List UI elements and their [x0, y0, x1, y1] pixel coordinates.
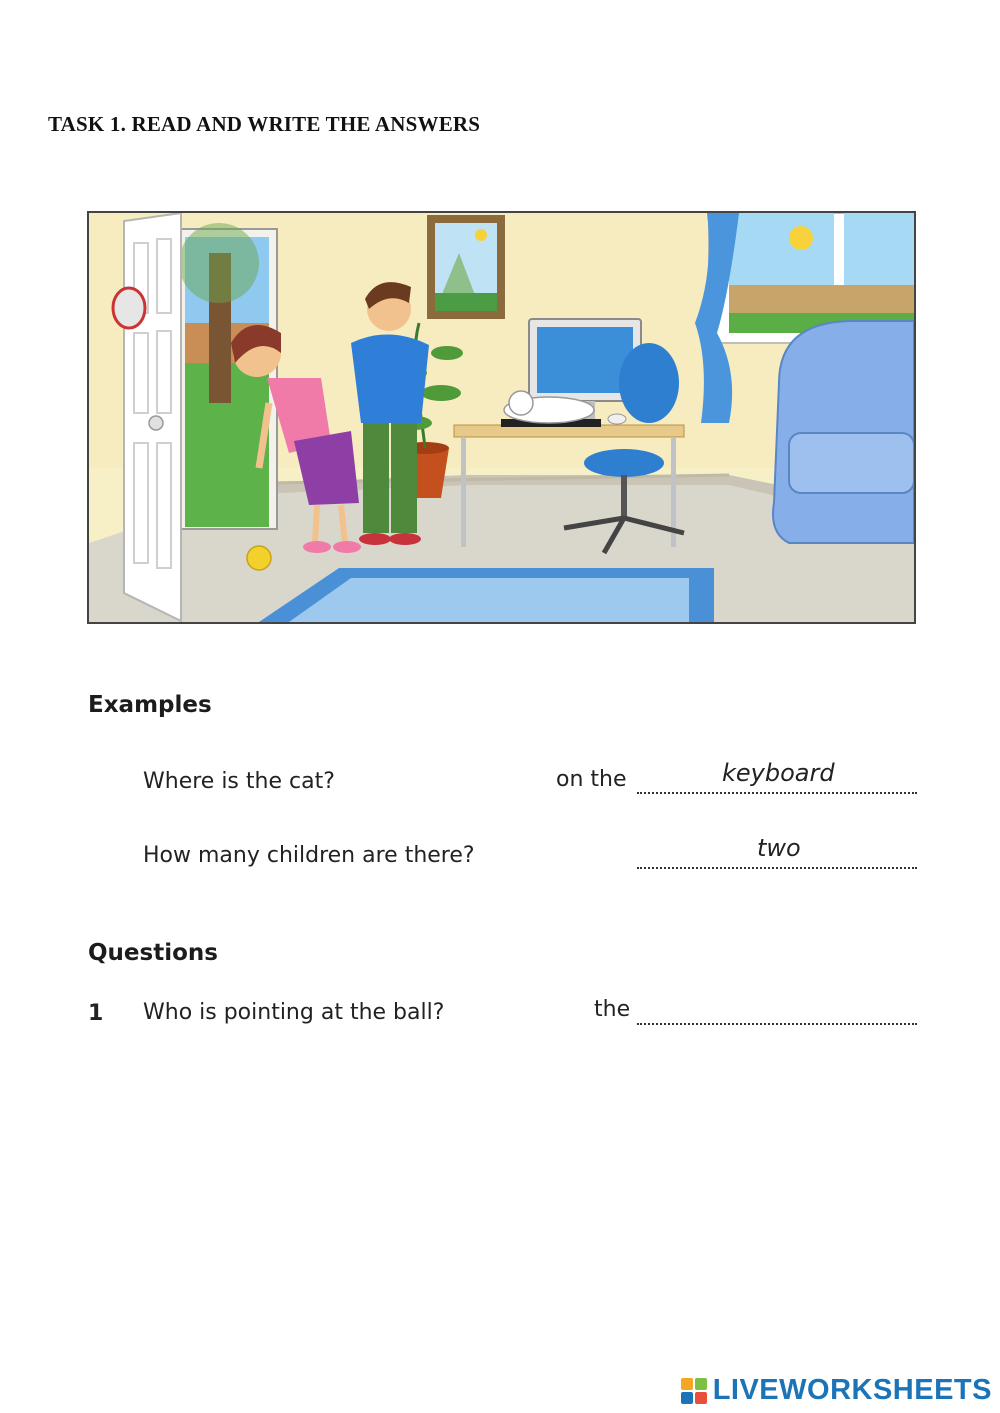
question-prefix-1: the — [594, 997, 631, 1022]
question-text-1: Who is pointing at the ball? — [143, 1000, 445, 1025]
liveworksheets-brand — [681, 1374, 992, 1407]
example-question-2: How many children are there? — [143, 843, 475, 868]
living-room-illustration — [87, 211, 916, 624]
questions-heading: Questions — [88, 940, 218, 966]
task-title: TASK 1. READ AND WRITE THE ANSWERS — [48, 112, 481, 136]
example-question-1: Where is the cat? — [143, 769, 335, 794]
brand-name: LIVEWORKSHEETS — [712, 1374, 992, 1406]
examples-heading: Examples — [88, 692, 212, 718]
question-answer-input-1[interactable] — [637, 1001, 917, 1025]
example-prefix-1: on the — [556, 767, 627, 792]
example-answer-1: keyboard — [722, 759, 835, 787]
question-number-1: 1 — [88, 1001, 104, 1026]
example-answer-2: two — [757, 834, 801, 862]
liveworksheets-logo-icon — [681, 1378, 707, 1404]
